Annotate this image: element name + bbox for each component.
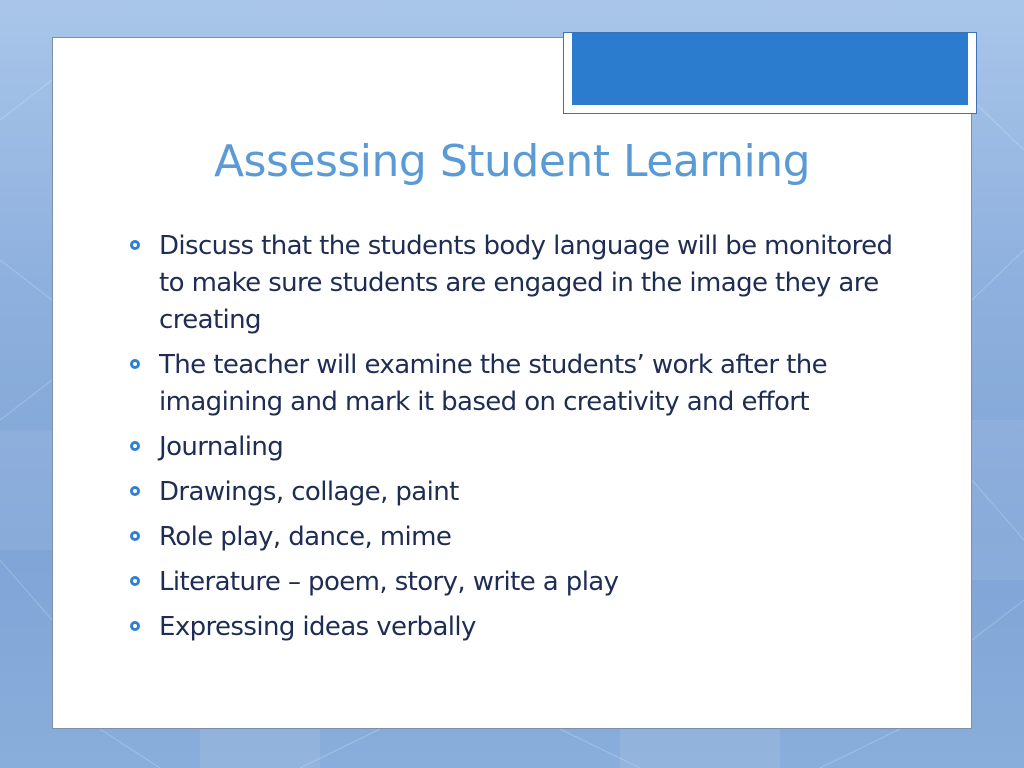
- bullet-item: [128, 429, 908, 466]
- bullet-text: Discuss that the students body language will be monitored to make sure students are engaged in the image they are creating: [159, 231, 893, 335]
- bullet-text: Drawings, collage, paint: [159, 477, 459, 507]
- bullet-item: [128, 347, 908, 421]
- ring-bullet-icon: [130, 486, 140, 496]
- bullet-text: Journaling: [159, 432, 284, 462]
- bullet-item: [128, 564, 908, 601]
- ring-bullet-icon: [130, 621, 140, 631]
- bullet-text: The teacher will examine the students’ work after the imagining and mark it based on creativity and effort: [159, 350, 828, 417]
- bullet-item: [128, 609, 908, 646]
- accent-box: [563, 32, 977, 114]
- slide-title: Assessing Student Learning: [213, 136, 811, 187]
- ring-bullet-icon: [130, 240, 140, 250]
- bullet-text: Expressing ideas verbally: [159, 612, 476, 642]
- ring-bullet-icon: [130, 531, 140, 541]
- bullet-item: [128, 474, 908, 511]
- ring-bullet-icon: [130, 441, 140, 451]
- ring-bullet-icon: [130, 359, 140, 369]
- ring-bullet-icon: [130, 576, 140, 586]
- accent-box-fill: [572, 33, 968, 105]
- bullet-text: Literature – poem, story, write a play: [159, 567, 619, 597]
- bullet-list: [128, 228, 908, 654]
- bullet-item: [128, 519, 908, 556]
- bullet-text: Role play, dance, mime: [159, 522, 452, 552]
- bullet-item: [128, 228, 908, 339]
